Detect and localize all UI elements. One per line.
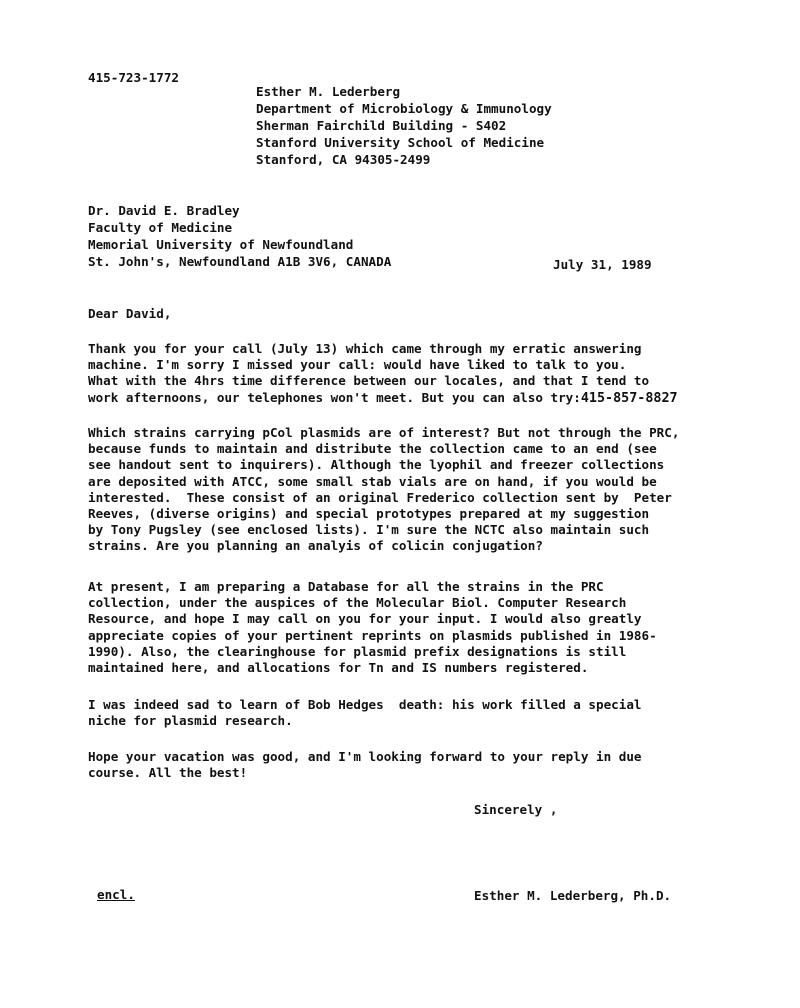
sender-school: Stanford University School of Medicine [256, 135, 545, 150]
text-line: 1990). Also, the clearinghouse for plasmid prefix designations is still [88, 643, 627, 659]
salutation-text: Dear David, [88, 306, 172, 321]
text-line: What with the 4hrs time difference between our locales, and that I tend to [88, 373, 650, 389]
text-line: course. All the best! [88, 765, 248, 781]
paragraph-phone-call [88, 341, 768, 407]
sender-building: Sherman Fairchild Building - S402 [256, 118, 507, 133]
sender-department: Department of Microbiology & Immunology [256, 101, 552, 116]
text-line: Resource, and hope I may call on you for your input. I would also greatly [88, 611, 642, 627]
text-line: interested. These consist of an original Frederico collection sent by Peter [88, 489, 672, 505]
alternate-phone-number: 415-857-8827 [580, 390, 678, 406]
text-line: Reeves, (diverse origins) and special prototypes prepared at my suggestion [88, 506, 650, 522]
signature-block [474, 887, 671, 904]
text-line: machine. I'm sorry I missed your call: would have liked to talk to you. [88, 357, 627, 373]
sender-city: Stanford, CA 94305-2499 [256, 152, 431, 167]
recipient-university: Memorial University of Newfoundland [88, 237, 354, 252]
enclosure-note [97, 886, 135, 903]
phone-number: 415-723-1772 [88, 70, 179, 85]
text-line: see handout sent to inquirers). Although the lyophil and freezer collections [88, 457, 665, 473]
text-line: by Tony Pugsley (see enclosed lists). I'm sure the NCTC also maintain such [88, 522, 650, 538]
text-line: strains. Are you planning an analyis of colicin conjugation? [88, 538, 543, 554]
recipient-address [88, 202, 391, 270]
recipient-name: Dr. David E. Bradley [88, 203, 240, 218]
recipient-city: St. John's, Newfoundland A1B 3V6, CANADA [88, 254, 392, 269]
enclosure-text: encl. [97, 887, 135, 902]
paragraph-condolence [88, 697, 768, 729]
recipient-faculty: Faculty of Medicine [88, 220, 233, 235]
text-line: appreciate copies of your pertinent reprints on plasmids published in 1986- [88, 627, 657, 643]
text-line: are deposited with ATCC, some small stab vials are on hand, if you would be [88, 473, 657, 489]
complimentary-close [474, 801, 557, 818]
paragraph-closing-wishes [88, 749, 768, 781]
header-phone [88, 69, 179, 86]
text-line: Hope your vacation was good, and I'm looking forward to your reply in due [88, 749, 642, 764]
date-text: July 31, 1989 [553, 257, 652, 272]
text-line-start: work afternoons, our telephones won't meet. But you can also try: [88, 389, 581, 405]
text-line [88, 390, 768, 407]
signature-name: Esther M. Lederberg, Ph.D. [474, 888, 672, 903]
text-line: Which strains carrying pCol plasmids are of interest? But not through the PRC, [88, 425, 680, 440]
text-line: Thank you for your call (July 13) which came through my erratic answering [88, 341, 642, 356]
text-line: At present, I am preparing a Database for all the strains in the PRC [88, 579, 604, 594]
paragraph-database [88, 579, 768, 676]
sender-address [256, 83, 552, 168]
text-line: because funds to maintain and distribute the collection came to an end (see [88, 441, 657, 457]
text-line: niche for plasmid research. [88, 713, 293, 729]
text-line: maintained here, and allocations for Tn and IS numbers registered. [88, 660, 589, 676]
sender-name: Esther M. Lederberg [256, 84, 401, 99]
text-line: collection, under the auspices of the Molecular Biol. Computer Research [88, 595, 627, 611]
paragraph-strains [88, 425, 768, 555]
salutation [88, 305, 171, 322]
text-line: I was indeed sad to learn of Bob Hedges death: his work filled a special [88, 697, 642, 712]
closing-text: Sincerely , [474, 802, 558, 817]
letter-date [553, 256, 652, 273]
